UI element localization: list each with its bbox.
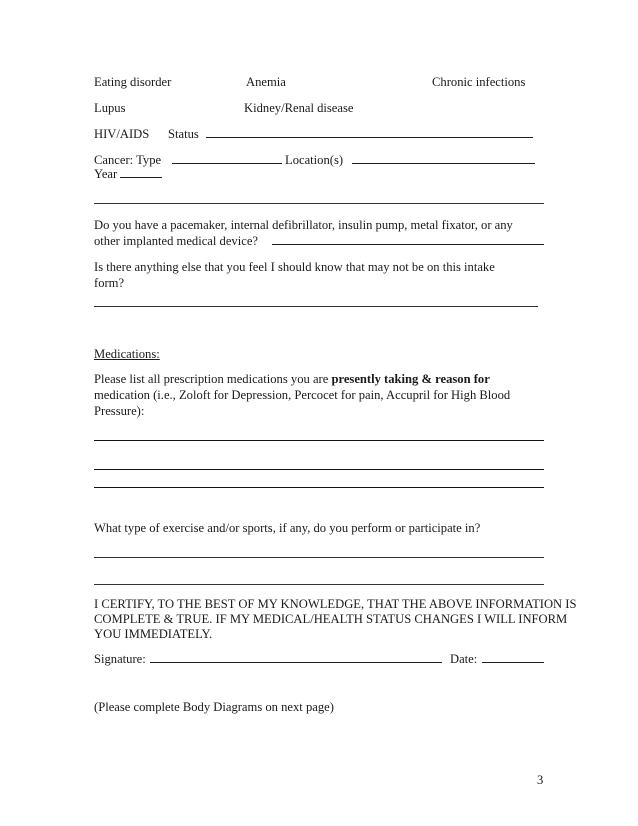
medications-instruction-line2: medication (i.e., Zoloft for Depression, Percocet for pain, Accupril for High Blood [94, 388, 511, 402]
medications-instruction-line1: Please list all prescription medications you are presently taking & reason for [94, 372, 490, 386]
body-diagrams-note: (Please complete Body Diagrams on next page) [94, 700, 334, 714]
certification-line1: I CERTIFY, TO THE BEST OF MY KNOWLEDGE, THAT THE ABOVE INFORMATION IS [94, 597, 577, 611]
hiv-status-field[interactable] [206, 126, 533, 138]
hiv-status-label: Status [168, 127, 199, 141]
cancer-year-field[interactable] [120, 166, 162, 178]
medication-line-1[interactable] [94, 440, 544, 441]
cancer-type-field[interactable] [172, 152, 282, 164]
blank-line[interactable] [94, 203, 544, 204]
condition-eating-disorder: Eating disorder [94, 75, 172, 89]
date-field[interactable] [482, 651, 544, 663]
cancer-location-field[interactable] [352, 152, 535, 164]
anything-else-answer-field[interactable] [94, 306, 538, 307]
implant-question-line2: other implanted medical device? [94, 234, 258, 248]
anything-else-line2: form? [94, 276, 125, 290]
exercise-answer-line-1[interactable] [94, 557, 544, 558]
cancer-type-label: Cancer: Type [94, 153, 162, 167]
date-label: Date: [450, 652, 478, 666]
condition-hiv-aids: HIV/AIDS [94, 127, 150, 141]
medications-instruction-line3: Pressure): [94, 404, 145, 418]
medication-line-3[interactable] [94, 487, 544, 488]
medications-heading: Medications: [94, 347, 160, 361]
condition-chronic-infections: Chronic infections [432, 75, 526, 89]
exercise-question: What type of exercise and/or sports, if any, do you perform or participate in? [94, 521, 481, 535]
cancer-location-label: Location(s) [285, 153, 344, 167]
cancer-year-label: Year [94, 167, 118, 181]
certification-line3: YOU IMMEDIATELY. [94, 627, 213, 641]
exercise-answer-line-2[interactable] [94, 584, 544, 585]
signature-label: Signature: [94, 652, 146, 666]
condition-kidney-renal: Kidney/Renal disease [244, 101, 354, 115]
anything-else-line1: Is there anything else that you feel I should know that may not be on this intake [94, 260, 495, 274]
implant-question-line1: Do you have a pacemaker, internal defibrillator, insulin pump, metal fixator, or any [94, 218, 513, 232]
medication-line-2[interactable] [94, 469, 544, 470]
condition-lupus: Lupus [94, 101, 126, 115]
condition-anemia: Anemia [246, 75, 286, 89]
certification-line2: COMPLETE & TRUE. IF MY MEDICAL/HEALTH STATUS CHANGES I WILL INFORM [94, 612, 568, 626]
signature-field[interactable] [150, 651, 442, 663]
page-number: 3 [537, 773, 544, 787]
implant-answer-field[interactable] [272, 233, 544, 245]
